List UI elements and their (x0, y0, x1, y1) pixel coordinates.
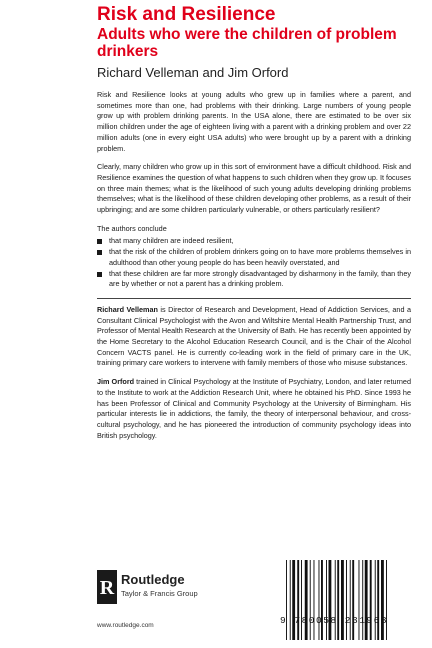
divider (97, 298, 411, 299)
barcode-bar (362, 560, 363, 640)
svg-text:R: R (99, 577, 115, 599)
publisher-group: Taylor & Francis Group (121, 589, 198, 598)
barcode-bar (297, 560, 299, 640)
barcode-bar (370, 560, 372, 640)
publisher-logo (97, 570, 217, 610)
blurb-body (97, 90, 411, 449)
barcode-bar (381, 560, 384, 640)
barcode-bar (290, 560, 291, 640)
bullet-square-icon (97, 250, 102, 255)
barcode-bar (365, 560, 368, 640)
barcode-bar (321, 560, 323, 640)
barcode-bar (359, 560, 360, 640)
author-bio-orford (97, 377, 411, 441)
author-bio-velleman-text: is Director of Research and Development, Head of Addiction Services, and a Consultant Clinical Psychologist with the Avon and Wiltshire Mental Health Partnership Trust, and Professor of Mental Health Research at the University of Bath. He has recently been appointed by the Home Secretary to the Alcohol Education Research Council, and is the Chair of the Alcohol Concern VACTS panel. He is currently co-leading work in the field of primary care in the UK, training primary care workers to intervene with family members of those who misuse substances. (97, 304, 411, 368)
isbn-digits: 9 780058 231963 (280, 615, 389, 626)
barcode-bar (386, 560, 387, 640)
conclusion-intro: The authors conclude (97, 223, 167, 233)
barcode-bar (286, 560, 287, 640)
blurb-paragraph-1: Risk and Resilience looks at young adults who grew up in families where a parent, and sometimes more than one, had problems with their drinking. Large numbers of young people grow up with problem drinking parents. In the USA alone, there are estimated to be over six million children under the age of eighteen living with a parent with a drinking problem and over 22 million adults (one in every eight USA adults) who were brought up by a parent with a drinking problem. (97, 90, 411, 153)
barcode-bar (314, 560, 315, 640)
barcode-bar (329, 560, 332, 640)
barcode-bar (305, 560, 308, 640)
conclusion-item (97, 269, 411, 290)
barcode-bar (377, 560, 379, 640)
publisher-name: Routledge (121, 572, 185, 587)
barcode-bar (375, 560, 376, 640)
blurb-paragraph-2: Clearly, many children who grow up in this sort of environment have a difficult childhood. Risk and Resilience examines the question of what happens to such children when they grow up. It focuses on three main themes; what is the likelihood of such young adults developing drinking problems themselves; what is the likelihood of these children developing other problems, as a result of their upbringing; and are some children particularly vulnerable, or others particularly resilient? (97, 162, 411, 215)
routledge-logo-icon (97, 570, 117, 604)
bullet-square-icon (97, 272, 102, 277)
author-bio-orford-text: trained in Clinical Psychology at the Institute of Psychiatry, London, and later returned to the Institute to work at the Addiction Research Unit, where he obtained his PhD. Since 1993 he has been Professor of Clinical and Community Psychology at the University of Birmingham. His particular interests lie in addictions, the family, the theory of interpersonal behaviour, and cross-cultural psychology, and he has pioneered the introduction of community psychology ideas into British psychology. (97, 377, 412, 440)
author-name-orford: Jim Orford (97, 377, 135, 387)
barcode-bar (326, 560, 327, 640)
barcode-bar (310, 560, 311, 640)
barcode-bar (346, 560, 347, 640)
book-title-main: Risk and Resilience (97, 4, 276, 25)
isbn-barcode (280, 560, 420, 640)
book-subtitle: Adults who were the children of problem drinkers (97, 26, 397, 60)
book-title (97, 4, 417, 60)
barcode-bar (341, 560, 344, 640)
author-name-velleman: Richard Velleman (97, 304, 158, 314)
barcode-bar (301, 560, 302, 640)
conclusion-item-text: that these children are far more strongly disadvantaged by disharmony in the family, than they are by whether or not a parent has a drinking problem. (109, 268, 411, 289)
barcode-bar (292, 560, 295, 640)
barcode-bar (319, 560, 320, 640)
author-bio-velleman (97, 305, 411, 369)
conclusion-item-text: that the risk of the children of problem drinkers going on to have more problems themselves in adulthood than other young people do has been heavily overstated, and (109, 247, 411, 267)
bullet-square-icon (97, 239, 102, 244)
conclusion-list (97, 236, 411, 290)
conclusion-item (97, 236, 411, 247)
book-authors: Richard Velleman and Jim Orford (97, 65, 289, 80)
conclusion-item-text: that many children are indeed resilient, (109, 236, 234, 246)
barcode-bar (350, 560, 351, 640)
barcode-bar (352, 560, 354, 640)
publisher-url: www.routledge.com (97, 622, 154, 629)
conclusion-item (97, 247, 411, 268)
barcode-bar (337, 560, 339, 640)
barcode-bar (335, 560, 336, 640)
